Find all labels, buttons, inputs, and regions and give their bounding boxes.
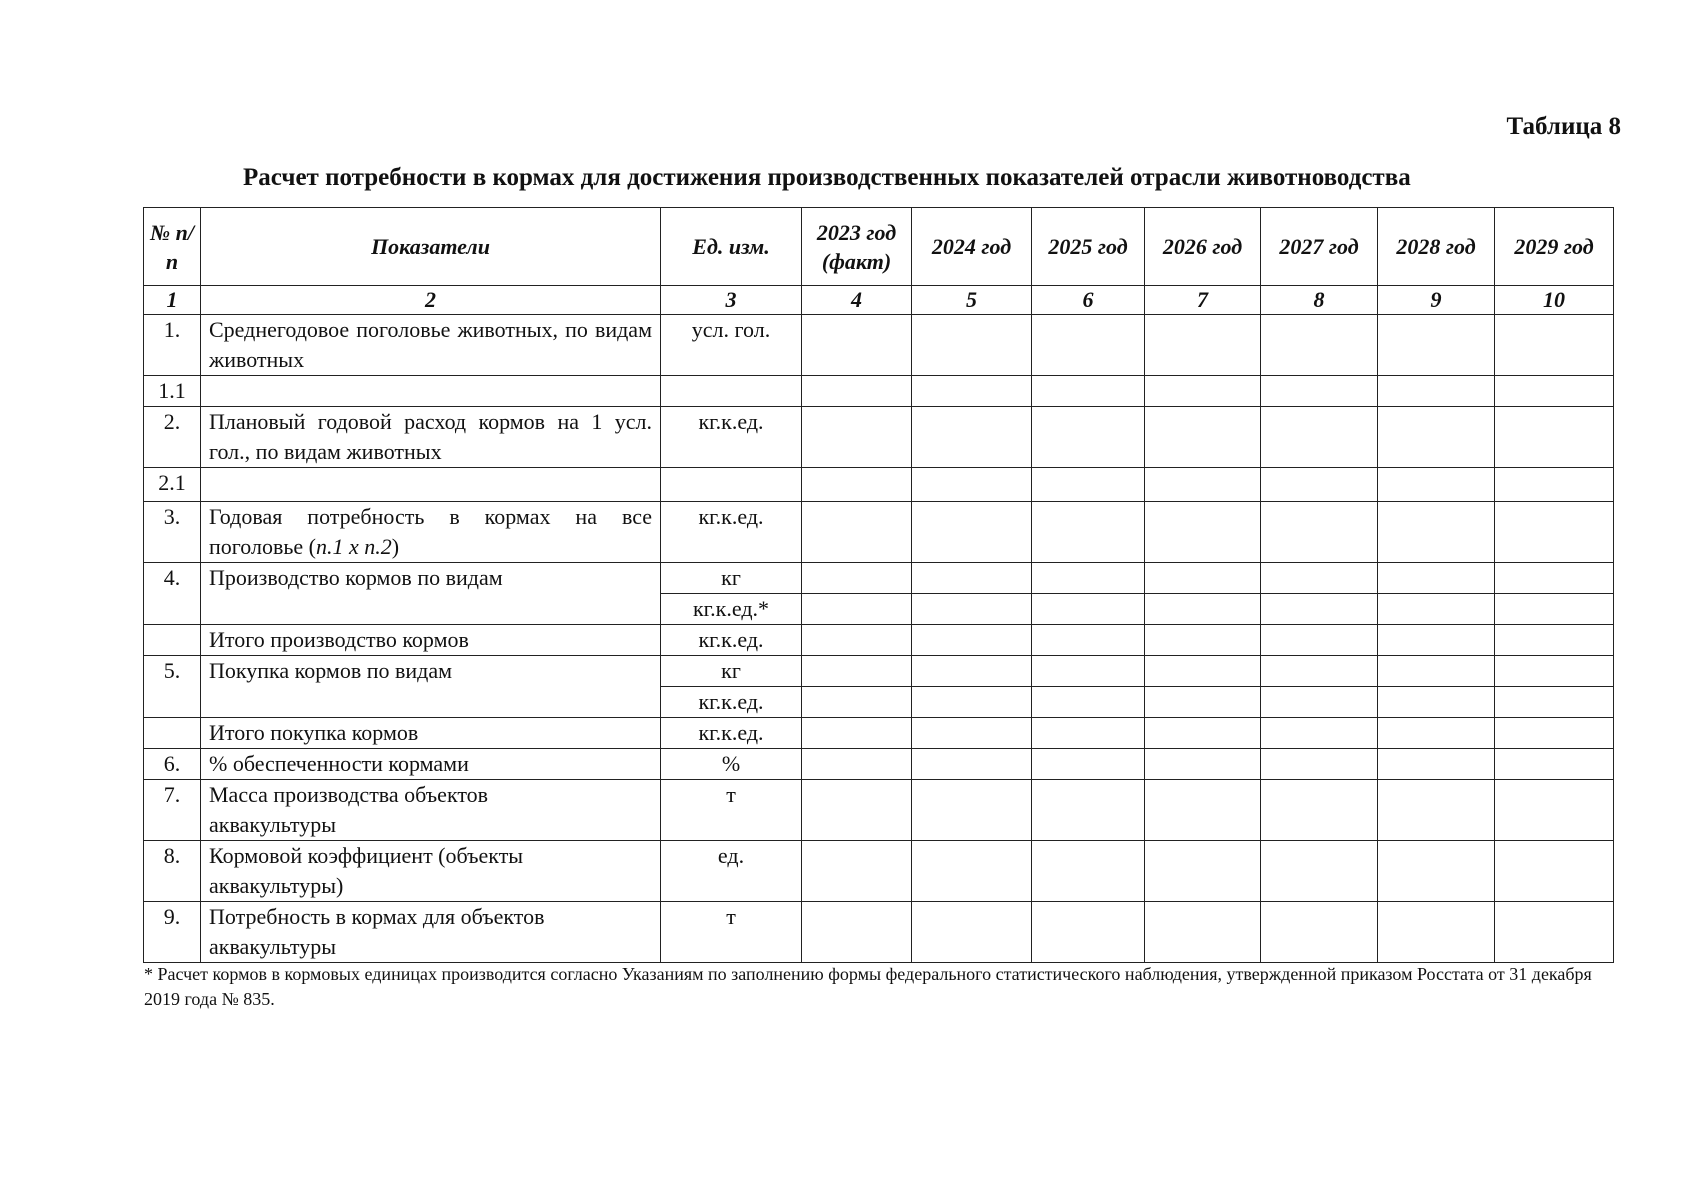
value-cell xyxy=(1032,718,1145,749)
value-cell xyxy=(1495,376,1614,407)
value-cell xyxy=(1145,407,1261,468)
table-row xyxy=(144,625,1614,656)
value-cell xyxy=(1145,902,1261,963)
header-unit: Ед. изм. xyxy=(661,208,802,286)
table-row xyxy=(144,407,1614,468)
row-indicator: Потребность в кормах для объектов аквакультуры xyxy=(201,902,661,963)
value-cell xyxy=(1145,468,1261,502)
value-cell xyxy=(1378,563,1495,594)
value-cell xyxy=(912,563,1032,594)
row-unit: кг.к.ед. xyxy=(661,687,802,718)
value-cell xyxy=(1378,468,1495,502)
value-cell xyxy=(1145,625,1261,656)
table-row xyxy=(144,841,1614,902)
value-cell xyxy=(802,718,912,749)
footnote: * Расчет кормов в кормовых единицах производится согласно Указаниям по заполнению формы федерального статистического наблюдения, утвержденной приказом Росстата от 31 декабря 2019 года № 835. xyxy=(144,964,1592,1009)
value-cell xyxy=(1378,315,1495,376)
value-cell xyxy=(1261,376,1378,407)
row-indicator: Среднегодовое поголовье животных, по видам животных xyxy=(201,315,661,376)
table-row xyxy=(144,376,1614,407)
value-cell xyxy=(1378,594,1495,625)
row-unit: кг.к.ед. xyxy=(661,502,802,563)
value-cell xyxy=(912,656,1032,687)
value-cell xyxy=(1145,315,1261,376)
row-number: 6. xyxy=(144,749,201,780)
value-cell xyxy=(1261,841,1378,902)
value-cell xyxy=(1261,502,1378,563)
column-numbers-row xyxy=(144,286,1614,315)
value-cell xyxy=(1261,594,1378,625)
row-number: 7. xyxy=(144,780,201,841)
value-cell xyxy=(912,625,1032,656)
indicator-close: ) xyxy=(391,534,400,559)
value-cell xyxy=(1261,315,1378,376)
value-cell xyxy=(1032,841,1145,902)
value-cell xyxy=(1495,315,1614,376)
value-cell xyxy=(912,468,1032,502)
row-unit: т xyxy=(661,902,802,963)
value-cell xyxy=(1261,749,1378,780)
feed-requirements-table xyxy=(143,207,1614,963)
header-year-2027: 2027 год xyxy=(1261,208,1378,286)
value-cell xyxy=(912,407,1032,468)
row-unit: ед. xyxy=(661,841,802,902)
value-cell xyxy=(1032,502,1145,563)
value-cell xyxy=(802,687,912,718)
value-cell xyxy=(1378,780,1495,841)
value-cell xyxy=(1261,468,1378,502)
column-number: 8 xyxy=(1261,286,1378,315)
row-number: 2.1 xyxy=(144,468,201,502)
value-cell xyxy=(1495,780,1614,841)
value-cell xyxy=(1495,625,1614,656)
value-cell xyxy=(1495,718,1614,749)
value-cell xyxy=(1261,625,1378,656)
value-cell xyxy=(1378,687,1495,718)
column-number: 4 xyxy=(802,286,912,315)
value-cell xyxy=(802,468,912,502)
value-cell xyxy=(1032,468,1145,502)
row-unit: усл. гол. xyxy=(661,315,802,376)
row-indicator xyxy=(201,376,661,407)
value-cell xyxy=(1261,563,1378,594)
header-num: № п/п xyxy=(144,208,201,286)
header-indicator: Показатели xyxy=(201,208,661,286)
row-indicator: Итого покупка кормов xyxy=(201,718,661,749)
column-number: 3 xyxy=(661,286,802,315)
value-cell xyxy=(1032,563,1145,594)
value-cell xyxy=(802,749,912,780)
indicator-formula: п.1 х п.2 xyxy=(315,534,392,559)
row-unit: т xyxy=(661,780,802,841)
value-cell xyxy=(1261,718,1378,749)
row-number xyxy=(144,625,201,656)
value-cell xyxy=(1495,407,1614,468)
column-number: 6 xyxy=(1032,286,1145,315)
table-row xyxy=(144,468,1614,502)
row-indicator: Кормовой коэффициент (объекты аквакультуры) xyxy=(201,841,661,902)
table-number: Таблица 8 xyxy=(1506,113,1621,140)
value-cell xyxy=(802,625,912,656)
value-cell xyxy=(1495,902,1614,963)
value-cell xyxy=(1032,407,1145,468)
table-row xyxy=(144,315,1614,376)
row-number: 2. xyxy=(144,407,201,468)
header-year-2028: 2028 год xyxy=(1378,208,1495,286)
value-cell xyxy=(1145,656,1261,687)
value-cell xyxy=(1261,407,1378,468)
row-indicator xyxy=(201,502,661,563)
value-cell xyxy=(802,841,912,902)
value-cell xyxy=(1145,718,1261,749)
table-row xyxy=(144,780,1614,841)
table-row xyxy=(144,718,1614,749)
value-cell xyxy=(1032,902,1145,963)
indicator-text: Годовая потребность в кормах на все поголовье ( xyxy=(209,504,652,559)
value-cell xyxy=(802,376,912,407)
value-cell xyxy=(912,841,1032,902)
value-cell xyxy=(1032,625,1145,656)
value-cell xyxy=(1495,502,1614,563)
value-cell xyxy=(1145,780,1261,841)
value-cell xyxy=(1495,687,1614,718)
table-row xyxy=(144,656,1614,687)
value-cell xyxy=(802,407,912,468)
header-row xyxy=(144,208,1614,286)
row-indicator: Плановый годовой расход кормов на 1 усл. гол., по видам животных xyxy=(201,407,661,468)
value-cell xyxy=(1495,656,1614,687)
header-year-2025: 2025 год xyxy=(1032,208,1145,286)
row-number: 3. xyxy=(144,502,201,563)
value-cell xyxy=(802,594,912,625)
column-number: 10 xyxy=(1495,286,1614,315)
value-cell xyxy=(1495,749,1614,780)
row-indicator: Итого производство кормов xyxy=(201,625,661,656)
value-cell xyxy=(1145,376,1261,407)
value-cell xyxy=(1378,749,1495,780)
value-cell xyxy=(1032,780,1145,841)
header-year-2024: 2024 год xyxy=(912,208,1032,286)
table-row xyxy=(144,563,1614,594)
row-unit: кг.к.ед.* xyxy=(661,594,802,625)
value-cell xyxy=(912,718,1032,749)
row-number: 4. xyxy=(144,563,201,625)
row-unit: кг xyxy=(661,563,802,594)
value-cell xyxy=(802,902,912,963)
row-unit: кг.к.ед. xyxy=(661,407,802,468)
value-cell xyxy=(1145,563,1261,594)
value-cell xyxy=(1032,315,1145,376)
table-row xyxy=(144,902,1614,963)
value-cell xyxy=(1378,625,1495,656)
value-cell xyxy=(1378,656,1495,687)
table-row xyxy=(144,749,1614,780)
row-number xyxy=(144,718,201,749)
value-cell xyxy=(1032,687,1145,718)
value-cell xyxy=(1032,749,1145,780)
value-cell xyxy=(1261,687,1378,718)
value-cell xyxy=(1378,376,1495,407)
value-cell xyxy=(802,315,912,376)
row-indicator: Масса производства объектов аквакультуры xyxy=(201,780,661,841)
row-unit: кг xyxy=(661,656,802,687)
header-year-2026: 2026 год xyxy=(1145,208,1261,286)
value-cell xyxy=(1495,468,1614,502)
row-number: 1. xyxy=(144,315,201,376)
value-cell xyxy=(912,502,1032,563)
value-cell xyxy=(912,594,1032,625)
value-cell xyxy=(1261,780,1378,841)
column-number: 9 xyxy=(1378,286,1495,315)
value-cell xyxy=(802,780,912,841)
value-cell xyxy=(912,376,1032,407)
value-cell xyxy=(1495,563,1614,594)
value-cell xyxy=(1145,749,1261,780)
value-cell xyxy=(1378,902,1495,963)
table-title: Расчет потребности в кормах для достижения производственных показателей отрасли животноводства xyxy=(243,164,1411,191)
value-cell xyxy=(1032,594,1145,625)
row-indicator: % обеспеченности кормами xyxy=(201,749,661,780)
column-number: 7 xyxy=(1145,286,1261,315)
value-cell xyxy=(1032,656,1145,687)
value-cell xyxy=(802,563,912,594)
value-cell xyxy=(1378,718,1495,749)
value-cell xyxy=(912,749,1032,780)
value-cell xyxy=(912,315,1032,376)
row-number: 9. xyxy=(144,902,201,963)
value-cell xyxy=(1145,841,1261,902)
row-unit: кг.к.ед. xyxy=(661,718,802,749)
table-row xyxy=(144,502,1614,563)
value-cell xyxy=(912,780,1032,841)
value-cell xyxy=(1145,594,1261,625)
column-number: 1 xyxy=(144,286,201,315)
row-unit xyxy=(661,376,802,407)
value-cell xyxy=(1378,502,1495,563)
header-year-2023: 2023 год (факт) xyxy=(802,208,912,286)
value-cell xyxy=(1261,902,1378,963)
value-cell xyxy=(802,502,912,563)
row-indicator xyxy=(201,468,661,502)
value-cell xyxy=(1261,656,1378,687)
column-number: 2 xyxy=(201,286,661,315)
header-year-2029: 2029 год xyxy=(1495,208,1614,286)
row-number: 1.1 xyxy=(144,376,201,407)
row-unit xyxy=(661,468,802,502)
value-cell xyxy=(1378,407,1495,468)
row-number: 8. xyxy=(144,841,201,902)
row-unit: кг.к.ед. xyxy=(661,625,802,656)
row-indicator: Производство кормов по видам xyxy=(201,563,661,625)
row-number: 5. xyxy=(144,656,201,718)
column-number: 5 xyxy=(912,286,1032,315)
value-cell xyxy=(1032,376,1145,407)
row-unit: % xyxy=(661,749,802,780)
value-cell xyxy=(912,902,1032,963)
row-indicator: Покупка кормов по видам xyxy=(201,656,661,718)
value-cell xyxy=(1378,841,1495,902)
value-cell xyxy=(802,656,912,687)
value-cell xyxy=(1495,594,1614,625)
value-cell xyxy=(912,687,1032,718)
value-cell xyxy=(1145,502,1261,563)
value-cell xyxy=(1495,841,1614,902)
value-cell xyxy=(1145,687,1261,718)
